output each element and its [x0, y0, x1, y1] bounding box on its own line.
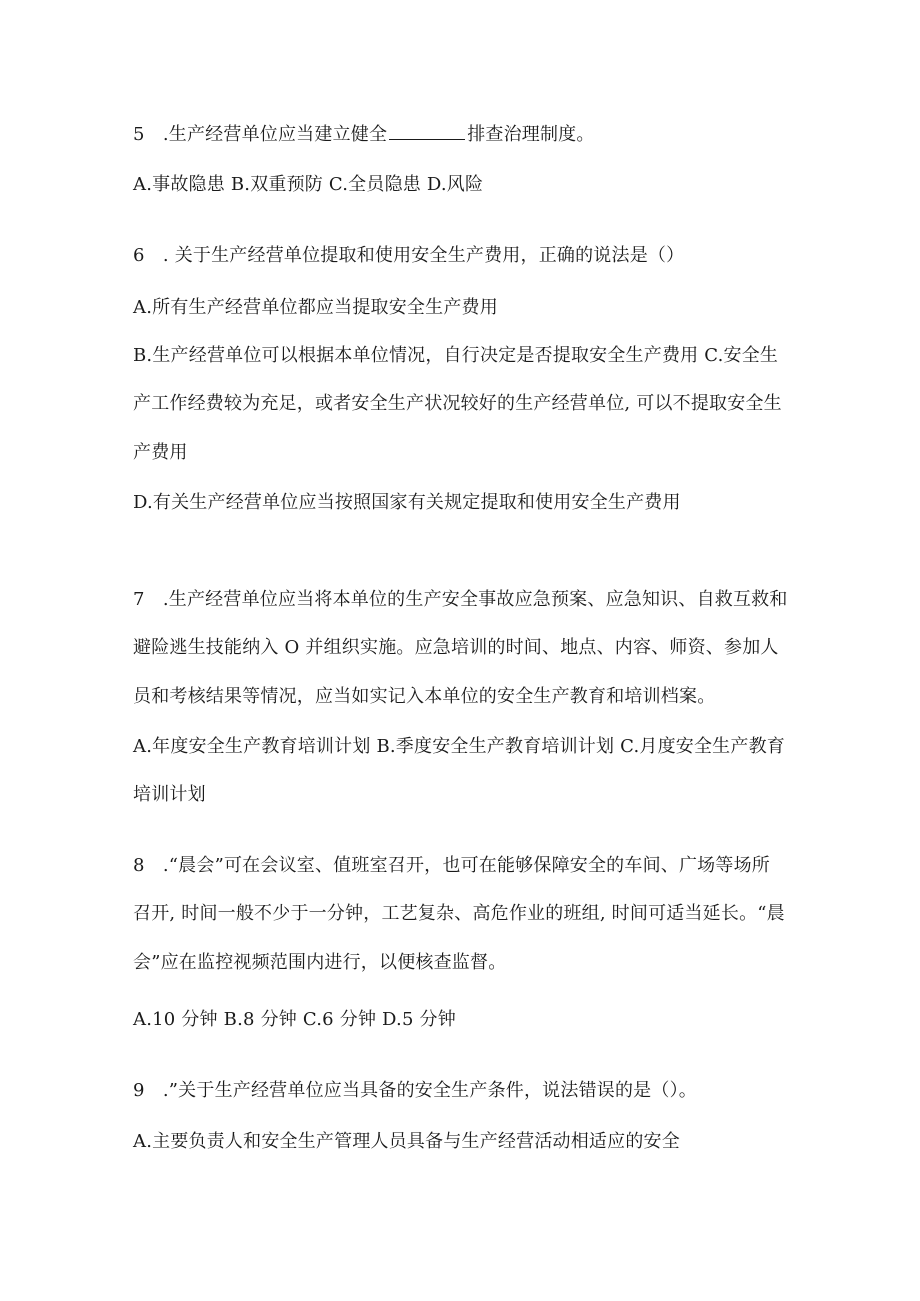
- question-6-option-a: A.所有生产经营单位都应当提取安全生产费用: [133, 297, 498, 318]
- question-7-options-line2: 培训计划: [133, 784, 206, 805]
- question-8-stem-line3: 会”应在监控视频范围内进行，以便核查监督。: [133, 952, 507, 973]
- question-7-stem-line3: 员和考核结果等情况，应当如实记入本单位的安全生产教育和培训档案。: [133, 686, 716, 707]
- question-6-options-bc-line1: B.生产经营单位可以根据本单位情况，自行决定是否提取安全生产费用 C.安全生: [133, 345, 779, 366]
- question-7-options-line1: A.年度安全生产教育培训计划 B.季度安全生产教育培训计划 C.月度安全生产教育: [133, 736, 785, 757]
- question-7-stem-line1: 7 .生产经营单位应当将本单位的生产安全事故应急预案、应急知识、自救互救和: [133, 589, 788, 610]
- question-6-options-bc-line3: 产费用: [133, 442, 188, 463]
- question-8-stem-line1: 8 .“晨会”可在会议室、值班室召开，也可在能够保障安全的车间、广场等场所: [133, 855, 770, 876]
- question-8-options: A.10 分钟 B.8 分钟 C.6 分钟 D.5 分钟: [133, 1009, 456, 1030]
- question-9-option-a: A.主要负责人和安全生产管理人员具备与生产经营活动相适应的安全: [133, 1131, 680, 1152]
- question-5-options: A.事故隐患 B.双重预防 C.全员隐患 D.风险: [133, 174, 484, 195]
- question-7-stem-line2: 避险逃生技能纳入 O 并组织实施。应急培训的时间、地点、内容、师资、参加人: [133, 637, 779, 658]
- question-6-option-d: D.有关生产经营单位应当按照国家有关规定提取和使用安全生产费用: [133, 492, 681, 513]
- fill-in-blank: [389, 121, 465, 140]
- question-5-stem: 5 .生产经营单位应当建立健全 排查治理制度。: [133, 121, 793, 148]
- question-6-options-bc-line2: 产工作经费较为充足，或者安全生产状况较好的生产经营单位, 可以不提取安全生: [133, 393, 782, 414]
- question-6-stem: 6 . 关于生产经营单位提取和使用安全生产费用，正确的说法是（）: [133, 245, 685, 266]
- question-9-stem: 9 .”关于生产经营单位应当具备的安全生产条件，说法错误的是（）。: [133, 1080, 697, 1101]
- question-8-stem-line2: 召开, 时间一般不少于一分钟，工艺复杂、高危作业的班组, 时间可适当延长。“晨: [133, 903, 785, 924]
